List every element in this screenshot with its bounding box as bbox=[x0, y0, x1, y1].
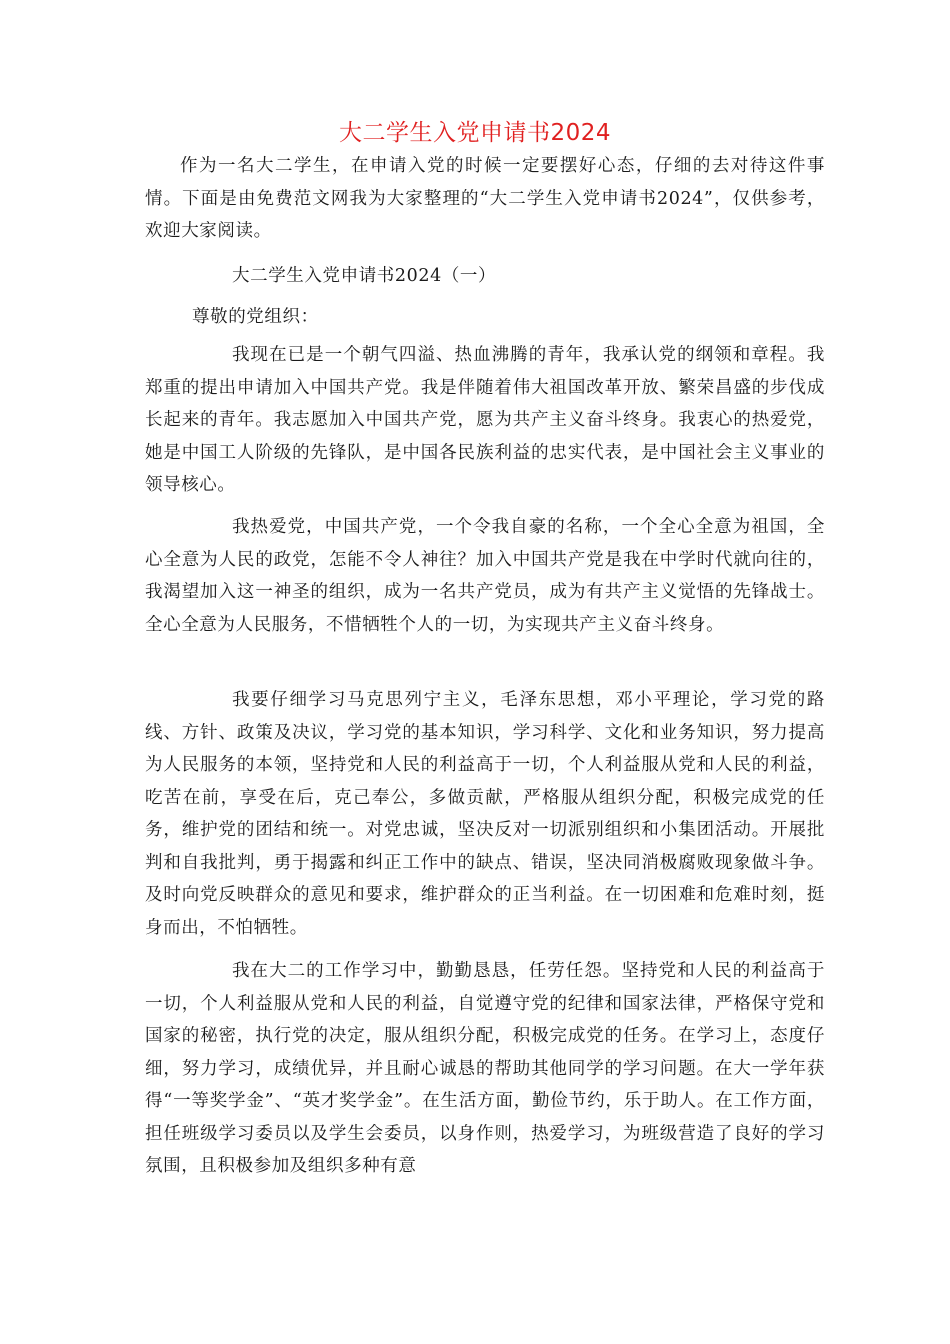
document-title: 大二学生入党申请书2024 bbox=[338, 120, 612, 146]
paragraph-text: 我热爱党，中国共产党，一个令我自豪的名称，一个全心全意为祖国，全心全意为人民的政党，怎能不令人神往？加入中国共产党是我在中学时代就向往的，我渴望加入这一神圣的组织，成为一名共产党员，成为有共产主义觉悟的先锋战士。全心全意为人民服务，不惜牺牲个人的一切，为实现共产主义奋斗终身。 bbox=[145, 517, 825, 635]
salutation: 尊敬的党组织： bbox=[192, 307, 319, 327]
paragraph-text: 我现在已是一个朝气四溢、热血沸腾的青年，我承认党的纲领和章程。我郑重的提出申请加入中国共产党。我是伴随着伟大祖国改革开放、繁荣昌盛的步伐成长起来的青年。我志愿加入中国共产党，愿为共产主义奋斗终身。我衷心的热爱党，她是中国工人阶级的先锋队，是中国各民族利益的忠实代表，是中国社会主义事业的领导核心。 bbox=[145, 345, 825, 495]
intro-paragraph bbox=[145, 150, 825, 248]
body-paragraph-3 bbox=[145, 684, 825, 944]
paragraph-text: 我在大二的工作学习中，勤勤恳恳，任劳任怨。坚持党和人民的利益高于一切，个人利益服从党和人民的利益，自觉遵守党的纪律和国家法律，严格保守党和国家的秘密，执行党的决定，服从组织分配，积极完成党的任务。在学习上，态度仔细，努力学习，成绩优异，并且耐心诚恳的帮助其他同学的学习问题。在大一学年获得“一等奖学金”、“英才奖学金”。在生活方面，勤俭节约，乐于助人。在工作方面，担任班级学习委员以及学生会委员，以身作则，热爱学习，为班级营造了良好的学习氛围，且积极参加及组织多种有意 bbox=[145, 961, 825, 1176]
intro-text: 作为一名大二学生，在申请入党的时候一定要摆好心态，仔细的去对待这件事情。下面是由免费范文网我为大家整理的“大二学生入党申请书2024”，仅供参考，欢迎大家阅读。 bbox=[145, 156, 825, 241]
section-subheading: 大二学生入党申请书2024（一） bbox=[232, 266, 497, 286]
body-paragraph-4 bbox=[145, 955, 825, 1183]
paragraph-text: 我要仔细学习马克思列宁主义，毛泽东思想，邓小平理论，学习党的路线、方针、政策及决议，学习党的基本知识，学习科学、文化和业务知识，努力提高为人民服务的本领，坚持党和人民的利益高于一切，个人利益服从党和人民的利益，吃苦在前，享受在后，克己奉公，多做贡献，严格服从组织分配，积极完成党的任务，维护党的团结和统一。对党忠诚，坚决反对一切派别组织和小集团活动。开展批判和自我批判，勇于揭露和纠正工作中的缺点、错误，坚决同消极腐败现象做斗争。及时向党反映群众的意见和要求，维护群众的正当利益。在一切困难和危难时刻，挺身而出，不怕牺牲。 bbox=[145, 690, 825, 938]
body-paragraph-2 bbox=[145, 511, 825, 641]
body-paragraph-1 bbox=[145, 339, 825, 502]
